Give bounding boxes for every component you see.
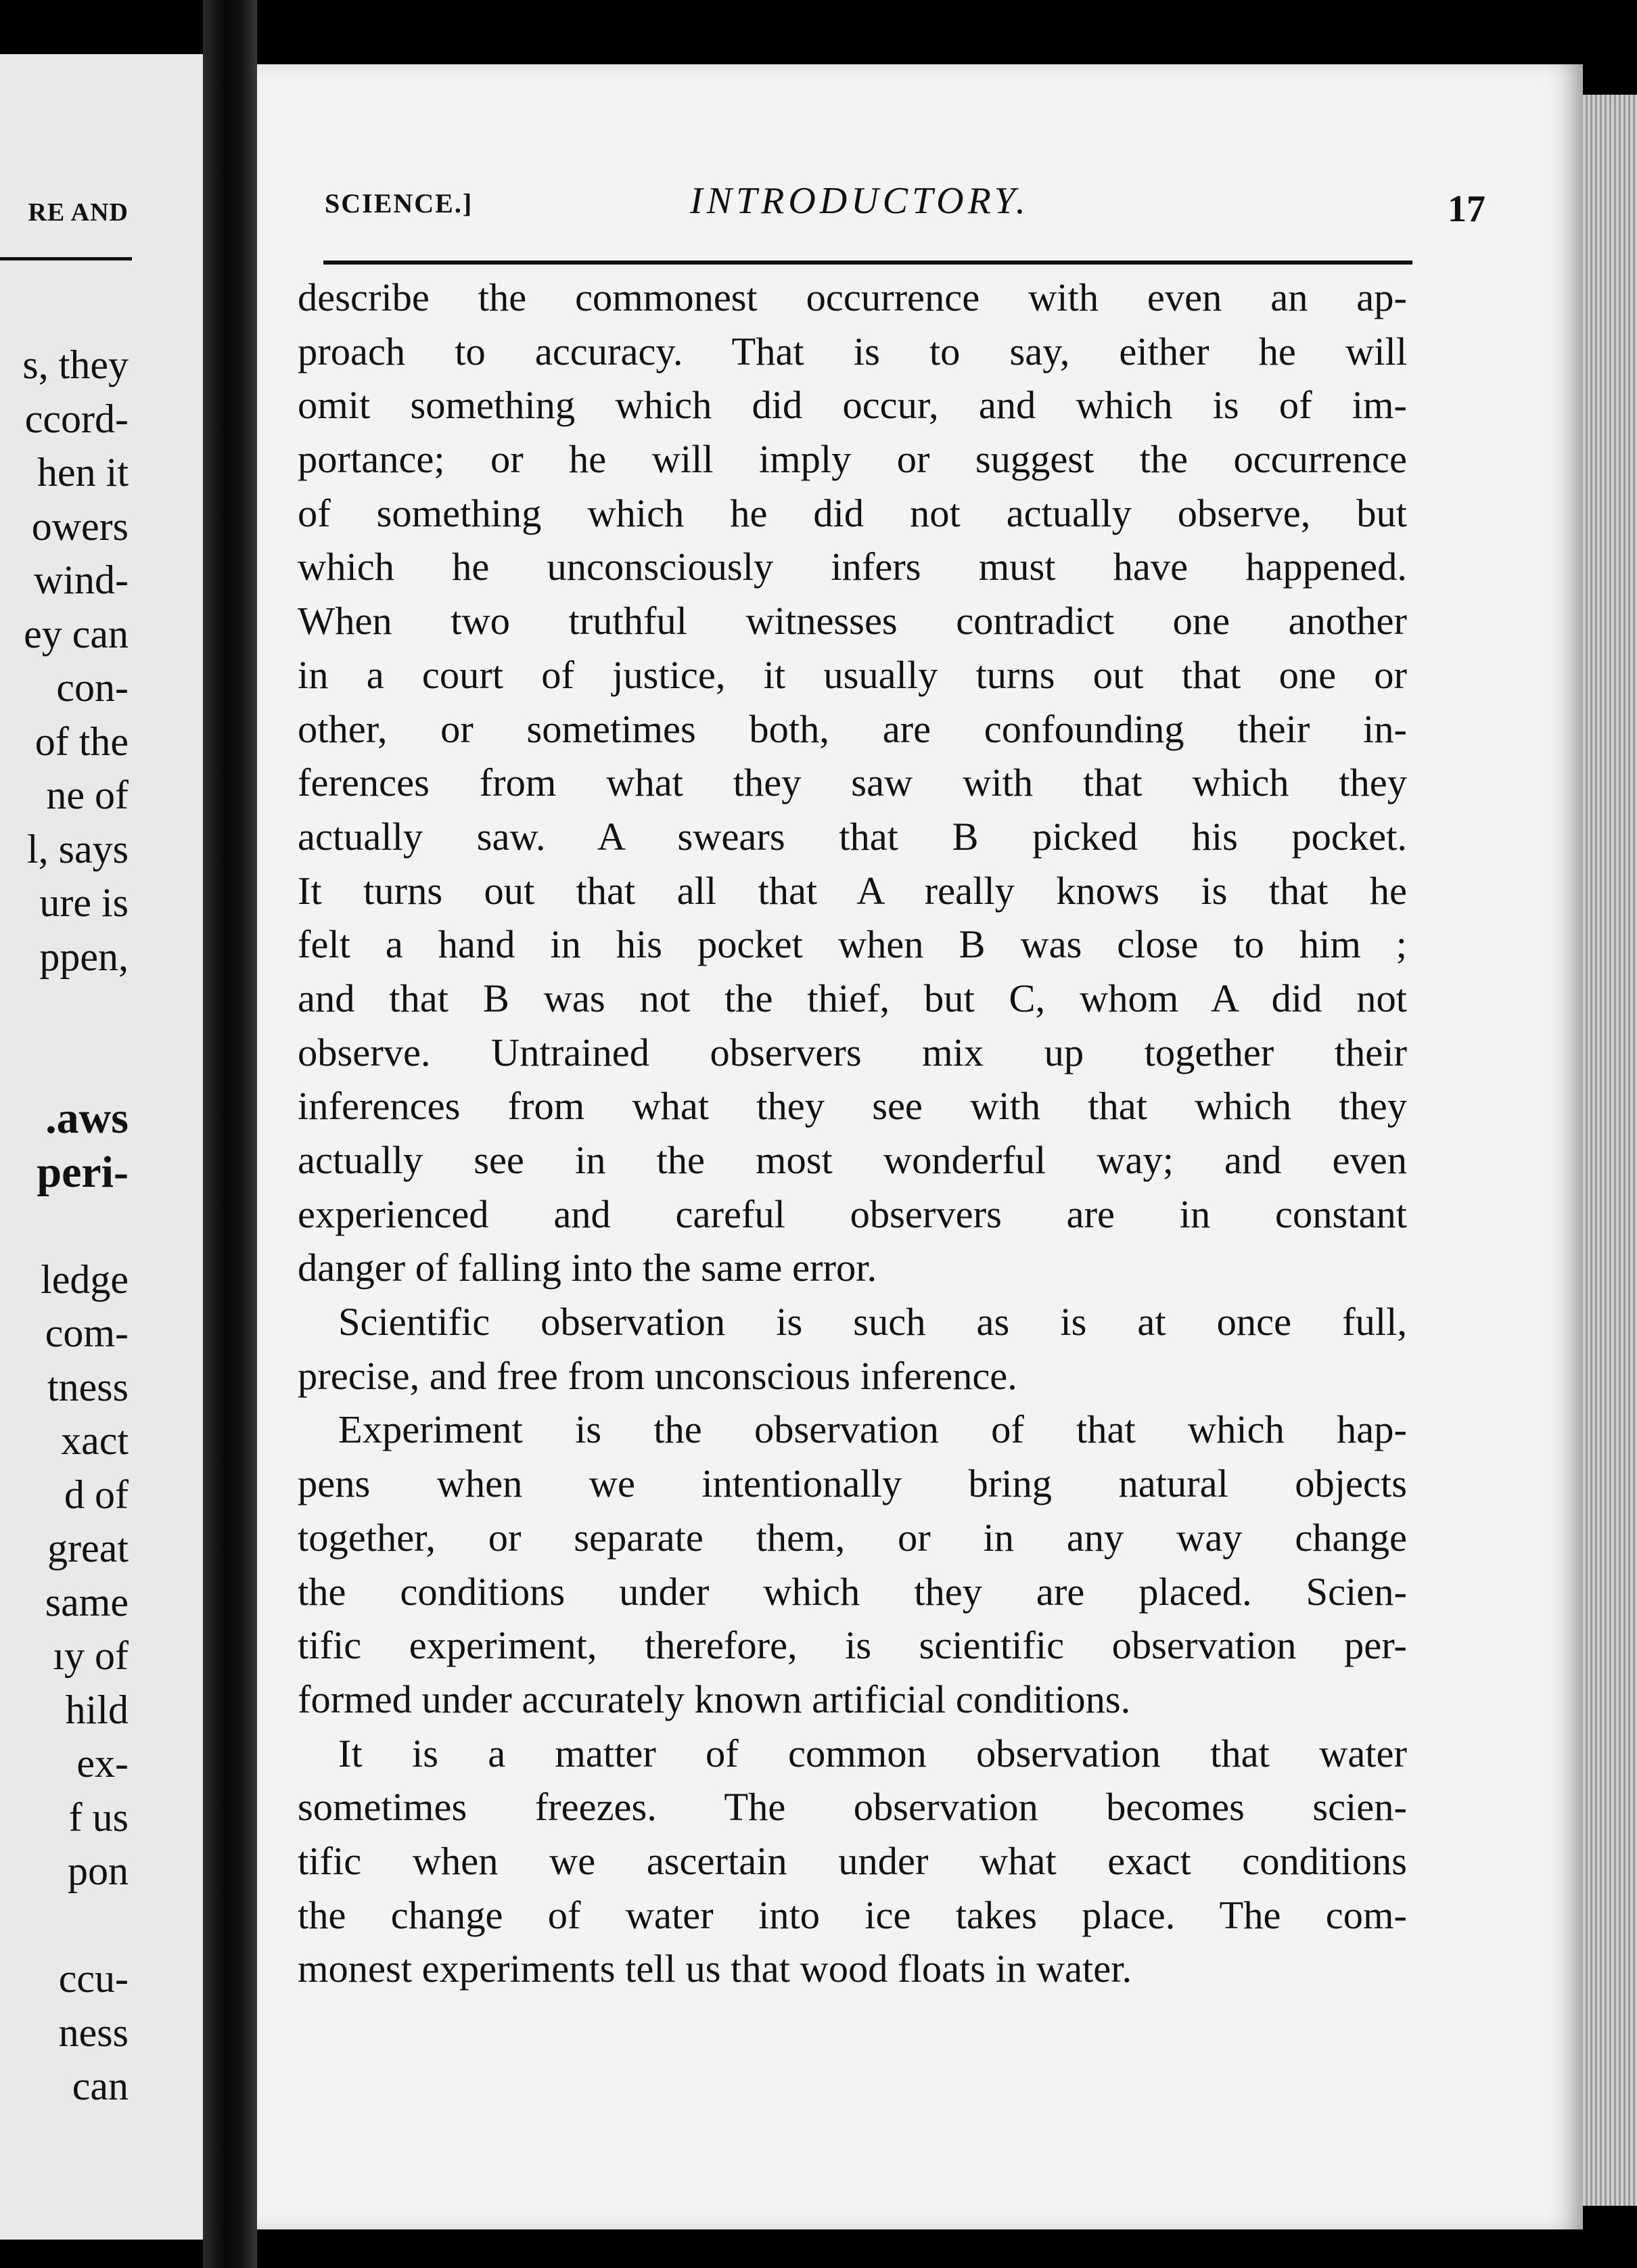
text-line: other, or sometimes both, are confounding their in- — [298, 706, 1407, 751]
text-line: sometimes freezes. The observation becomes scien- — [298, 1785, 1407, 1830]
page-number: 17 — [1448, 188, 1485, 230]
left-text-line: hild — [65, 1687, 129, 1732]
text-line: together, or separate them, or in any way change — [298, 1515, 1407, 1560]
paragraph — [298, 1727, 1407, 1996]
left-text-line — [0, 984, 129, 1038]
left-text-line: ccu- — [58, 1956, 129, 2001]
left-text-line: pon — [68, 1849, 129, 1893]
text-line: monest experiments tell us that wood floats in water. — [298, 1947, 1132, 1991]
left-text-line: ne of — [46, 773, 129, 817]
text-line: actually saw. A swears that B picked his pocket. — [298, 814, 1407, 859]
text-line: the change of water into ice takes place. The com- — [298, 1892, 1407, 1937]
page-edges — [1583, 95, 1637, 2206]
left-text-line: of the — [34, 719, 129, 764]
left-text-line: tness — [47, 1364, 129, 1409]
left-text-line: ey can — [24, 611, 129, 656]
text-line: felt a hand in his pocket when B was close to him ; — [298, 922, 1407, 967]
text-line: proach to accuracy. That is to say, either he will — [298, 329, 1407, 373]
left-text-line: f us — [68, 1794, 129, 1840]
left-text-line: xact — [61, 1418, 129, 1463]
left-text-line: .aws — [45, 1093, 129, 1143]
right-page — [257, 64, 1583, 2229]
text-line: precise, and free from unconscious inference. — [298, 1353, 1017, 1398]
text-line: tific experiment, therefore, is scientific observation per- — [298, 1623, 1407, 1668]
left-text-line — [0, 1038, 129, 1092]
left-text-line: ccord- — [24, 396, 129, 441]
text-line: the conditions under which they are placed. Scien- — [298, 1569, 1407, 1614]
left-page-text — [0, 338, 129, 2114]
text-line: in a court of justice, it usually turns out that one or — [298, 652, 1407, 697]
left-text-line: peri- — [37, 1147, 129, 1197]
text-line: ferences from what they saw with that which they — [298, 761, 1407, 805]
text-line: It turns out that all that A really knows is that he — [298, 868, 1407, 913]
text-line: omit something which did occur, and which is of im- — [298, 383, 1407, 428]
text-line: tific when we ascertain under what exact conditions — [298, 1838, 1407, 1883]
text-line: Experiment is the observation of that which hap- — [338, 1407, 1407, 1452]
left-text-line: ıy of — [53, 1633, 129, 1678]
left-text-line: d of — [64, 1472, 129, 1517]
text-line: pens when we intentionally bring natural objects — [298, 1461, 1407, 1506]
left-text-line: ure is — [39, 880, 129, 925]
left-text-line — [0, 1199, 129, 1253]
text-line: formed under accurately known artificial conditions. — [298, 1677, 1131, 1721]
text-line: describe the commonest occurrence with even an ap- — [298, 275, 1407, 319]
text-line: When two truthful witnesses contradict one another — [298, 599, 1407, 643]
text-line: observe. Untrained observers mix up together their — [298, 1030, 1407, 1074]
text-line: experienced and careful observers are in constant — [298, 1192, 1407, 1236]
left-text-line: wind- — [34, 558, 129, 602]
left-text-line: con- — [56, 665, 129, 710]
left-text-line: same — [45, 1579, 129, 1625]
left-head-rule — [0, 257, 132, 260]
left-text-line: ledge — [41, 1256, 129, 1302]
left-text-line: com- — [45, 1311, 129, 1355]
body-text — [298, 271, 1407, 1996]
text-line: which he unconsciously infers must have happened. — [298, 545, 1407, 589]
left-text-line: l, says — [27, 826, 129, 871]
left-running-head: RE AND — [28, 198, 129, 227]
left-text-line: ppen, — [39, 934, 129, 979]
text-line: inferences from what they see with that which they — [298, 1084, 1407, 1129]
running-head-title: INTRODUCTORY. — [690, 180, 1030, 222]
left-text-line: ness — [58, 2010, 129, 2055]
paragraph — [298, 1295, 1407, 1403]
left-text-line: great — [47, 1526, 129, 1570]
running-head-section: SCIENCE.] — [325, 188, 474, 219]
left-text-line: owers — [31, 503, 129, 549]
text-line: portance; or he will imply or suggest the occurrence — [298, 437, 1407, 482]
left-text-line — [0, 1899, 129, 1953]
left-text-line: s, they — [22, 342, 129, 387]
text-line: and that B was not the thief, but C, whom A did not — [298, 976, 1407, 1020]
left-text-line: hen it — [37, 450, 129, 495]
text-line: Scientific observation is such as is at once full, — [338, 1300, 1407, 1344]
text-line: It is a matter of common observation that water — [338, 1731, 1407, 1775]
left-page — [0, 54, 203, 2240]
paragraph — [298, 271, 1407, 1295]
left-text-line: ex- — [76, 1741, 129, 1786]
head-rule — [323, 260, 1412, 265]
text-line: actually see in the most wonderful way; and even — [298, 1138, 1407, 1182]
paragraph — [298, 1403, 1407, 1726]
text-line: danger of falling into the same error. — [298, 1246, 877, 1290]
running-head — [325, 179, 1485, 230]
left-text-line: can — [72, 2064, 129, 2108]
text-line: of something which he did not actually observe, but — [298, 491, 1407, 535]
book-gutter — [203, 0, 257, 2268]
